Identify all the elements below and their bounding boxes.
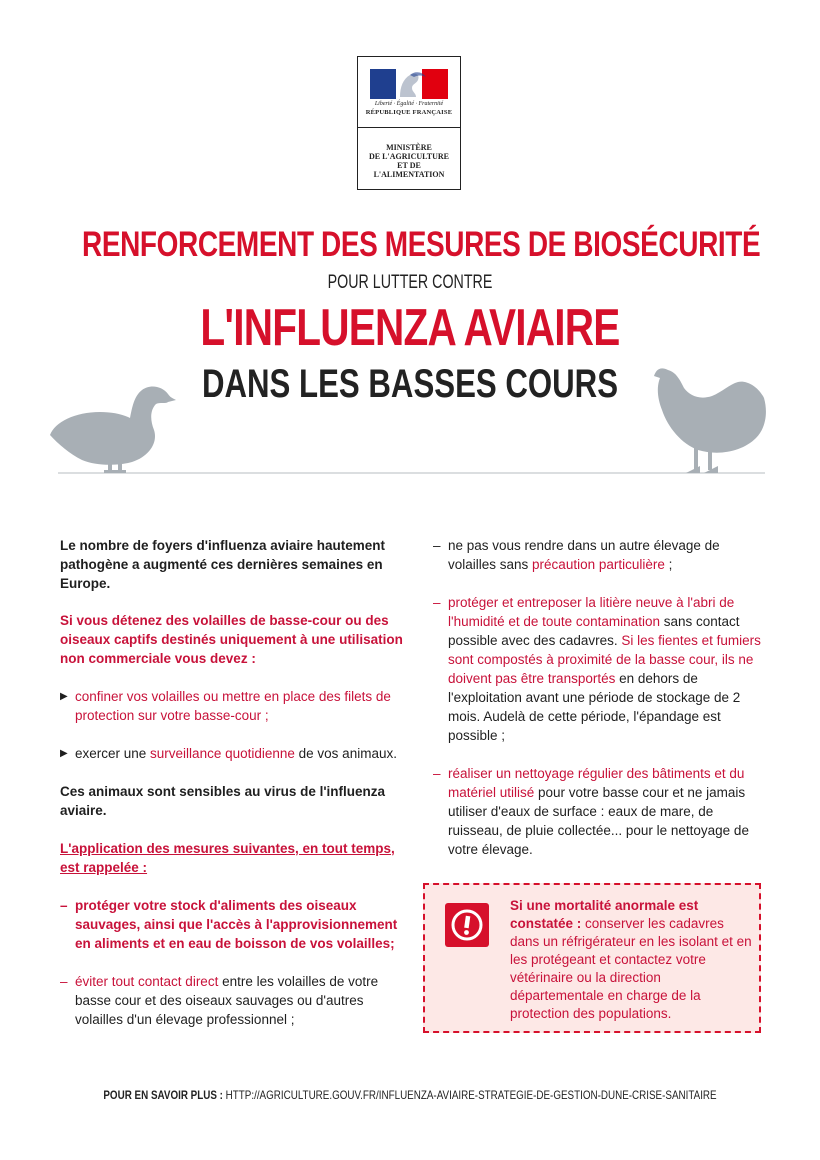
list-item <box>60 972 405 1029</box>
list-item <box>433 536 763 574</box>
right-column <box>433 536 763 859</box>
republic-logo <box>357 56 461 190</box>
headline-influenza: L'INFLUENZA AVIAIRE <box>200 299 620 357</box>
alert-bold: Si une mortalité anormale est constatée : <box>510 898 699 931</box>
dash-text: ; <box>664 557 673 572</box>
marianne-flag-icon <box>370 69 448 99</box>
dash-bullet: – <box>60 898 68 913</box>
dash-text: ne pas vous rendre dans un autre élevage de volailles sans <box>448 538 720 572</box>
intro-paragraph: Le nombre de foyers d'influenza aviaire hautement pathogène a augmenté ces dernières semaines en Europe. <box>60 538 386 591</box>
logo-motto: Liberté · Égalité · Fraternité <box>374 101 444 107</box>
bird-silhouettes <box>0 340 820 480</box>
alert-body: conserver les cadavres dans un réfrigérateur en les isolant et en les protégeant et contactez votre vétérinaire ou la direction départementale en charge de la protection des populations. <box>510 916 752 1021</box>
dash-highlight: réaliser un nettoyage régulier des bâtiments et du matériel utilisé <box>448 766 745 800</box>
dash-bullet: – <box>433 766 441 781</box>
ministry-line-3: ET DE <box>397 161 421 170</box>
footer <box>74 1088 746 1102</box>
bullet-text: exercer une <box>75 746 151 761</box>
dash-highlight: éviter tout contact direct <box>75 974 219 989</box>
logo-republic: RÉPUBLIQUE FRANÇAISE <box>365 109 453 116</box>
dash-bullet: – <box>433 595 441 610</box>
list-item <box>60 687 405 725</box>
ministry-line-4: L'ALIMENTATION <box>373 170 445 179</box>
dash-text: protéger votre stock d'aliments des oiseaux sauvages, ainsi que l'accès à l'approvisionnement en aliments et en eau de boisson de vos volailles; <box>75 898 398 951</box>
logo-ministry <box>358 143 460 179</box>
dash-text: entre les volailles de votre basse cour et des oiseaux sauvages ou d'autres volailles d'un élevage professionnel ; <box>75 974 379 1027</box>
dash-text: en dehors de l'exploitation avant une période de stockage de 2 mois. Audelà de cette période, l'épandage est possible ; <box>448 671 741 743</box>
headline-backyards: DANS LES BASSES COURS <box>201 362 619 406</box>
headline-subtitle: POUR LUTTER CONTRE <box>327 272 493 293</box>
dash-highlight: précaution particulière <box>532 557 665 572</box>
alert-text <box>510 897 755 1023</box>
list-item <box>433 593 763 745</box>
triangle-bullet-icon: ▶ <box>60 748 68 759</box>
list-item <box>433 764 763 859</box>
list-item <box>60 744 405 763</box>
bullet-text: de vos animaux. <box>294 746 397 761</box>
dash-highlight: protéger et entreposer la litière neuve à l'abri de l'humidité et de toute contamination <box>448 595 735 629</box>
left-column <box>60 536 405 1029</box>
ministry-line-1: MINISTÈRE <box>386 143 432 152</box>
headline-biosecurity: RENFORCEMENT DES MESURES DE BIOSÉCURITÉ <box>82 225 761 264</box>
logo-divider <box>358 127 460 128</box>
dash-text: sans contact possible avec des cadavres. <box>448 614 740 648</box>
bullet-highlight: surveillance quotidienne <box>150 746 295 761</box>
footer-link[interactable]: HTTP://AGRICULTURE.GOUV.FR/INFLUENZA-AVIAIRE-STRATEGIE-DE-GESTION-DUNE-CRISE-SANITAIRE <box>222 1088 717 1102</box>
list-item <box>60 896 405 953</box>
dash-highlight: Si les fientes et fumiers sont compostés à proximité de la basse cour, ils ne doivent pas être transportés <box>448 633 761 686</box>
dash-bullet: – <box>433 538 441 553</box>
warning-icon <box>445 903 489 947</box>
ministry-line-2: DE L'AGRICULTURE <box>369 152 449 161</box>
sensitive-paragraph: Ces animaux sont sensibles au virus de l'influenza aviaire. <box>60 784 386 818</box>
dash-bullet: – <box>60 974 68 989</box>
dash-text: pour votre basse cour et ne jamais utiliser d'eaux de surface : eaux de mare, de ruisseau, de pluie collectée... pour le nettoyage de votre élevage. <box>448 785 749 857</box>
owners-paragraph: Si vous détenez des volailles de basse-cour ou des oiseaux captifs destinés uniquement à une utilisation non commerciale vous devez : <box>60 613 403 666</box>
triangle-bullet-icon: ▶ <box>60 691 68 702</box>
bullet-text: confiner vos volailles ou mettre en place des filets de protection sur votre basse-cour ; <box>75 689 391 723</box>
footer-label: POUR EN SAVOIR PLUS : <box>103 1088 223 1102</box>
reminder-heading: L'application des mesures suivantes, en tout temps, est rappelée : <box>60 841 395 875</box>
mortality-alert-box <box>423 883 761 1033</box>
